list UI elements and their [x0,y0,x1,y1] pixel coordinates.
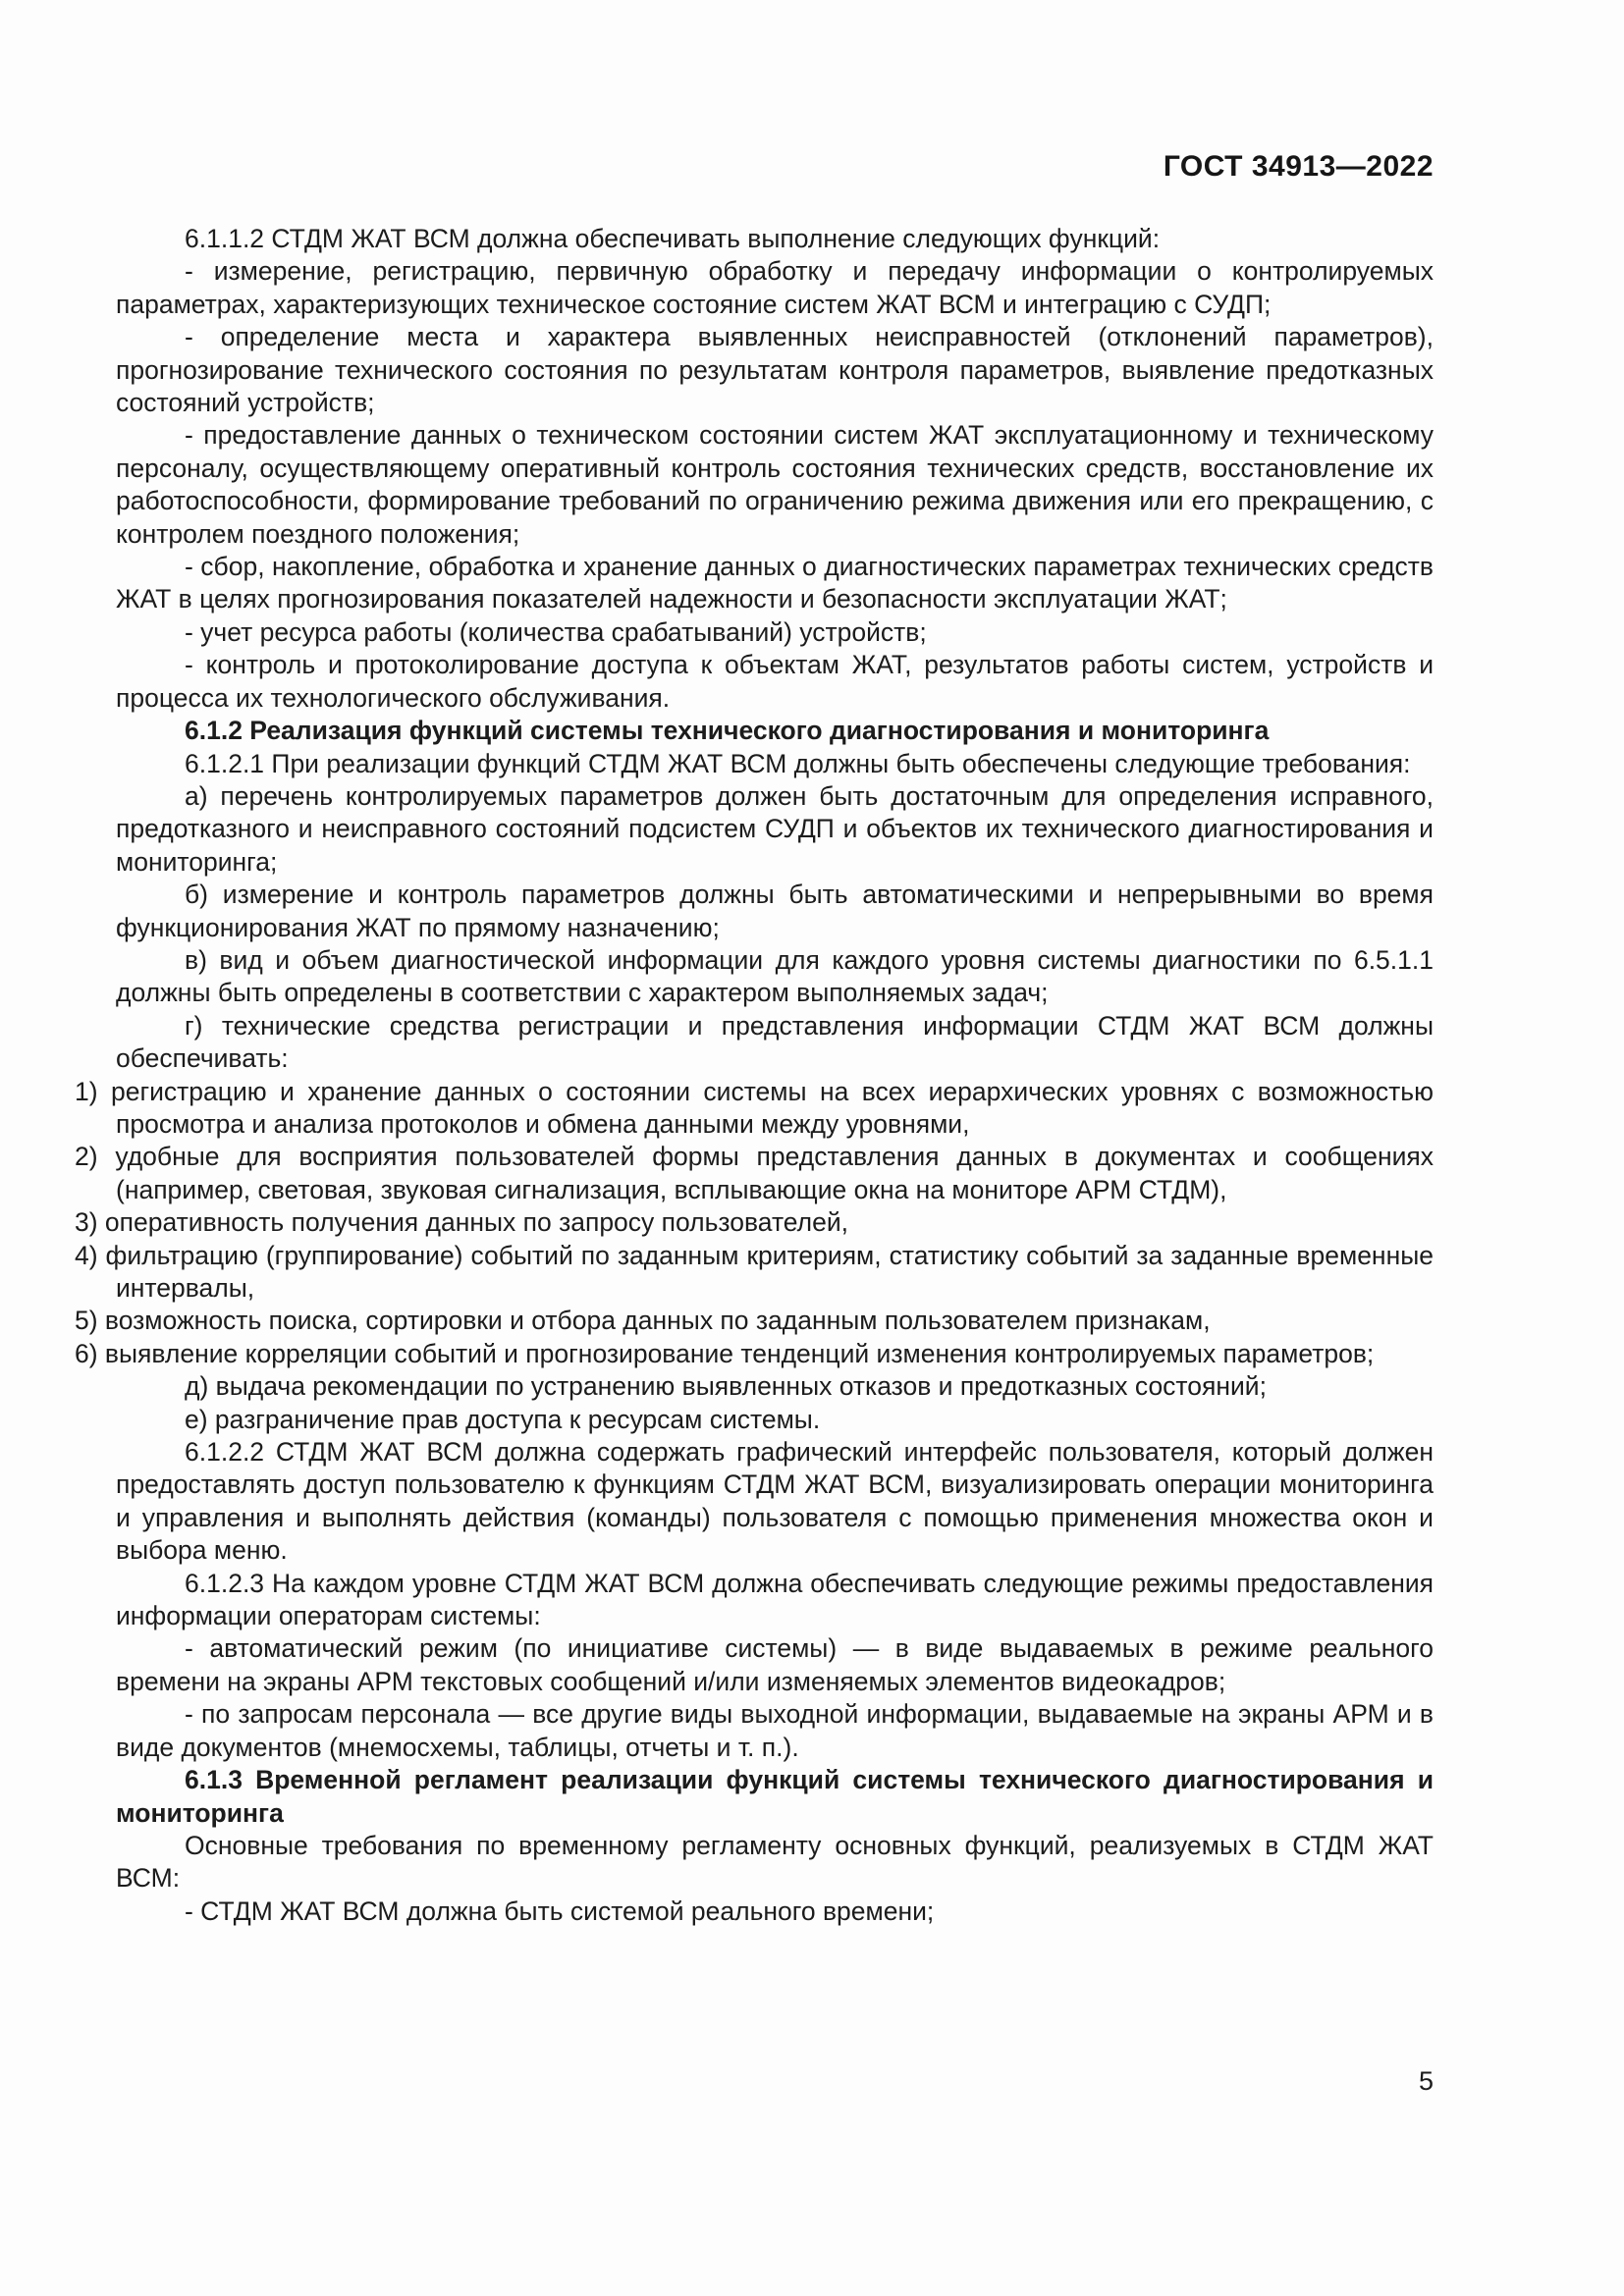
numbered-item-3: 3) оперативность получения данных по запросу пользователей, [75,1207,849,1238]
letter-item-v: в) вид и объем диагностической информации для каждого уровня системы диагностики по 6.5.1.1 должны быть определены в соответствии с характером выполняемых задач; [116,944,1434,1008]
numbered-item-6: 6) выявление корреляции событий и прогнозирование тенденций изменения контролируемых параметров; [75,1338,1375,1368]
section-heading-6-1-2: 6.1.2 Реализация функций системы технического диагностирования и мониторинга [185,716,1270,746]
numbered-item-4: 4) фильтрацию (группирование) событий по заданным критериям, статистику событий за заданные временные интервалы, [75,1240,1434,1303]
section-heading-6-1-3: 6.1.3 Временной регламент реализации функций системы технического диагностирования и мониторинга [116,1765,1434,1828]
letter-item-d: д) выдача рекомендации по устранению выявленных отказов и предотказных состояний; [185,1371,1267,1402]
letter-item-b: б) измерение и контроль параметров должны быть автоматическими и непрерывными во время функционирования ЖАТ по прямому назначению; [116,880,1434,942]
dash-item: - СТДМ ЖАТ ВСМ должна быть системой реального времени; [185,1896,935,1926]
dash-item: - автоматический режим (по инициативе системы) — в виде выдаваемых в режиме реального времени на экраны АРМ текстовых сообщений и/или изменяемых элементов видеокадров; [116,1633,1434,1696]
clause-6-1-2-1: 6.1.2.1 При реализации функций СТДМ ЖАТ ВСМ должны быть обеспечены следующие требования: [185,748,1411,778]
clause-6-1-1-2: 6.1.1.2 СТДМ ЖАТ ВСМ должна обеспечивать выполнение следующих функций: [185,224,1161,253]
page-number: 5 [1418,2066,1434,2096]
numbered-item-5: 5) возможность поиска, сортировки и отбора данных по заданным пользователем признакам, [75,1306,1211,1336]
dash-item: - по запросам персонала — все другие виды выходной информации, выдаваемые на экраны АРМ и в виде документов (мнемосхемы, таблицы, отчеты и т. п.). [116,1699,1434,1762]
dash-item: - предоставление данных о техническом состоянии систем ЖАТ эксплуатационному и техническому персоналу, осуществляющему оперативный контроль состояния технических средств, восстановление их работоспособности, формирование требований по ограничению режима движения или его прекращению, с контролем поездного положения; [116,420,1434,549]
doc-number-header: ГОСТ 34913—2022 [1163,150,1434,183]
dash-item: - измерение, регистрацию, первичную обработку и передачу информации о контролируемых параметрах, характеризующих техническое состояние систем ЖАТ ВСМ и интеграцию с СУДП; [116,256,1434,319]
dash-item: - определение места и характера выявленных неисправностей (отклонений параметров), прогнозирование технического состояния по результатам контроля параметров, выявление предотказных состояний устройств; [116,322,1434,418]
dash-item: - сбор, накопление, обработка и хранение данных о диагностических параметрах технических средств ЖАТ в целях прогнозирования показателей надежности и безопасности эксплуатации ЖАТ; [116,552,1434,614]
dash-item: - учет ресурса работы (количества срабатываний) устройств; [185,616,927,647]
letter-item-a: а) перечень контролируемых параметров должен быть достаточным для определения исправного, предотказного и неисправного состояний подсистем СУДП и объектов их технического диагностирования и мониторинга; [116,780,1434,877]
numbered-item-1: 1) регистрацию и хранение данных о состоянии системы на всех иерархических уровнях с возможностью просмотра и анализа протоколов и обмена данными между уровнями, [75,1076,1434,1139]
intro-paragraph: Основные требования по временному регламенту основных функций, реализуемых в СТДМ ЖАТ ВСМ: [116,1830,1434,1894]
numbered-item-2: 2) удобные для восприятия пользователей формы представления данных в документах и сообщениях (например, световая, звуковая сигнализация, всплывающие окна на мониторе АРМ СТДМ), [75,1142,1434,1204]
clause-6-1-2-3: 6.1.2.3 На каждом уровне СТДМ ЖАТ ВСМ должна обеспечивать следующие режимы предоставления информации операторам системы: [116,1568,1434,1631]
clause-6-1-2-2: 6.1.2.2 СТДМ ЖАТ ВСМ должна содержать графический интерфейс пользователя, который должен предоставлять доступ пользователю к функциям СТДМ ЖАТ ВСМ, визуализировать операции мониторинга и управления и выполнять действия (команды) пользователя с помощью применения множества окон и выбора меню. [116,1437,1434,1566]
document-body [75,223,1434,1928]
letter-item-g: г) технические средства регистрации и представления информации СТДМ ЖАТ ВСМ должны обеспечивать: [116,1010,1434,1074]
letter-item-e: е) разграничение прав доступа к ресурсам системы. [185,1404,821,1434]
dash-item: - контроль и протоколирование доступа к объектам ЖАТ, результатов работы систем, устройств и процесса их технологического обслуживания. [116,650,1434,713]
